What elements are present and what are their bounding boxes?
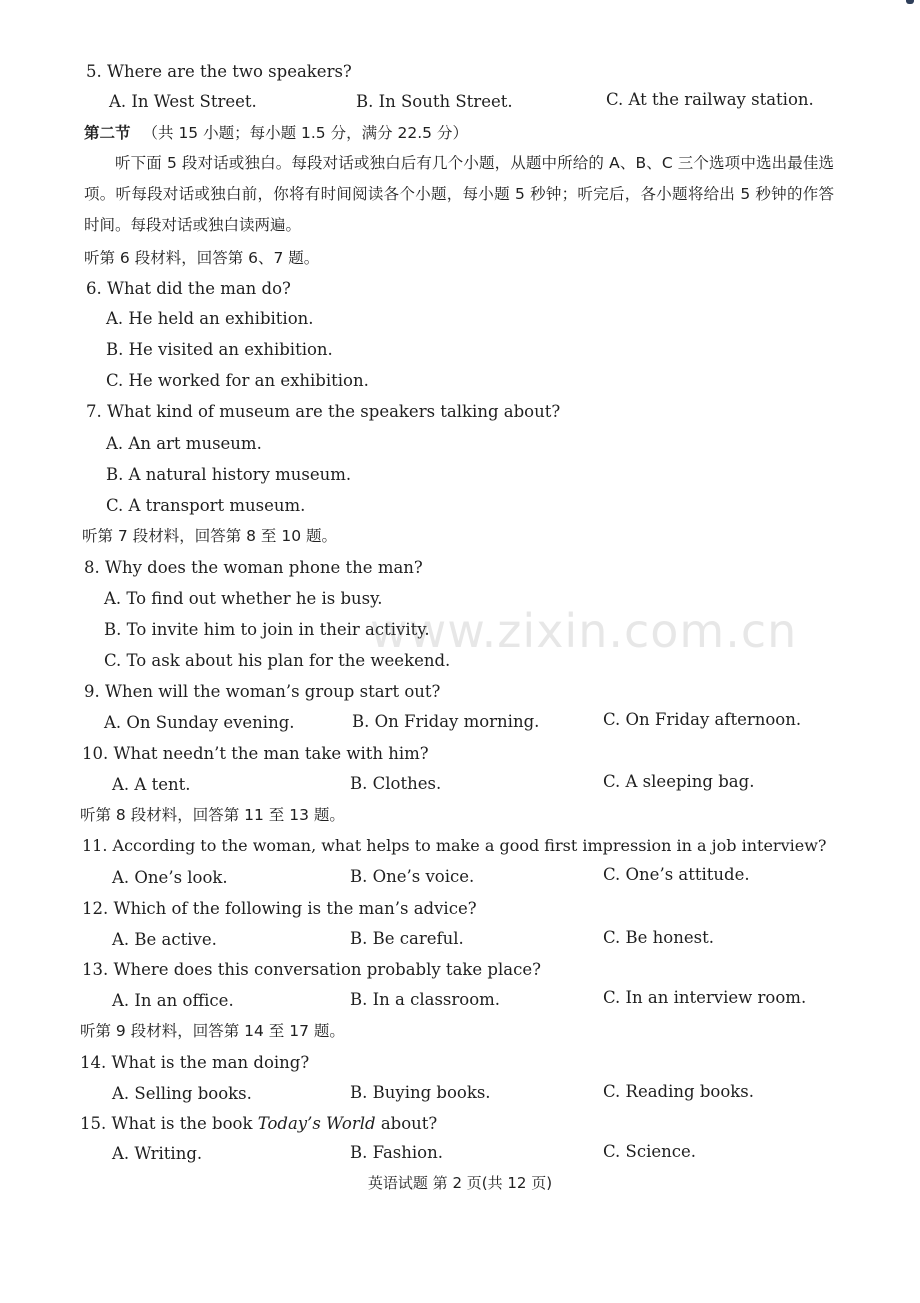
q6-question: 6. What did the man do? <box>86 279 291 298</box>
q9-question: 9. When will the woman’s group start out? <box>84 682 441 701</box>
q14-option-b: B. Buying books. <box>350 1083 491 1102</box>
watermark: www.zixin.com.cn <box>370 604 798 658</box>
section2-header <box>84 123 468 143</box>
q14-option-c: C. Reading books. <box>603 1082 754 1101</box>
q11-option-b: B. One’s voice. <box>350 867 475 886</box>
q9-option-c: C. On Friday afternoon. <box>603 710 802 729</box>
q6-option-c: C. He worked for an exhibition. <box>106 371 369 390</box>
q15-option-b: B. Fashion. <box>350 1143 443 1162</box>
q11-question: 11. According to the woman, what helps to make a good first impression in a job interview? <box>82 836 827 855</box>
q8-option-b: B. To invite him to join in their activity. <box>104 620 430 639</box>
q13-option-c: C. In an interview room. <box>603 988 807 1007</box>
q6-option-b: B. He visited an exhibition. <box>106 340 333 359</box>
q7-option-a: A. An art museum. <box>106 434 262 453</box>
q15-question-suffix: about? <box>380 1114 438 1133</box>
q5-question: 5. Where are the two speakers? <box>86 62 352 81</box>
q14-question: 14. What is the man doing? <box>80 1053 310 1072</box>
q15-question <box>80 1114 437 1134</box>
q5-option-b: B. In South Street. <box>356 92 513 111</box>
section2-score: （共 15 小题；每小题 1.5 分，满分 22.5 分） <box>142 124 468 142</box>
q12-option-b: B. Be careful. <box>350 929 464 948</box>
q13-question: 13. Where does this conversation probably take place? <box>82 960 541 979</box>
q12-option-a: A. Be active. <box>112 930 217 949</box>
q11-option-c: C. One’s attitude. <box>603 865 750 884</box>
q11-option-a: A. One’s look. <box>112 868 228 887</box>
q14-option-a: A. Selling books. <box>112 1084 252 1103</box>
q7-question: 7. What kind of museum are the speakers talking about? <box>86 402 561 421</box>
page-footer: 英语试题 第 2 页(共 12 页) <box>367 1174 553 1192</box>
q10-option-b: B. Clothes. <box>350 774 442 793</box>
material8-heading: 听第 8 段材料，回答第 11 至 13 题。 <box>80 806 345 824</box>
q15-option-a: A. Writing. <box>112 1144 203 1163</box>
q6-option-a: A. He held an exhibition. <box>106 309 314 328</box>
q9-option-a: A. On Sunday evening. <box>104 713 295 732</box>
corner-mark <box>906 0 914 4</box>
q5-option-c: C. At the railway station. <box>606 90 814 109</box>
q8-option-c: C. To ask about his plan for the weekend. <box>104 651 451 670</box>
q15-book-title: Today’s World <box>257 1114 376 1133</box>
material9-heading: 听第 9 段材料，回答第 14 至 17 题。 <box>80 1022 345 1040</box>
q12-question: 12. Which of the following is the man’s advice? <box>82 899 477 918</box>
q7-option-c: C. A transport museum. <box>106 496 306 515</box>
q10-option-c: C. A sleeping bag. <box>603 772 755 791</box>
material7-heading: 听第 7 段材料，回答第 8 至 10 题。 <box>82 527 338 545</box>
material6-heading: 听第 6 段材料，回答第 6、7 题。 <box>84 249 320 267</box>
q5-option-a: A. In West Street. <box>109 92 257 111</box>
q15-option-c: C. Science. <box>603 1142 696 1161</box>
q8-question: 8. Why does the woman phone the man? <box>84 558 423 577</box>
q7-option-b: B. A natural history museum. <box>106 465 352 484</box>
section2-title: 第二节 <box>84 124 131 142</box>
q13-option-b: B. In a classroom. <box>350 990 501 1009</box>
q12-option-c: C. Be honest. <box>603 928 714 947</box>
q10-option-a: A. A tent. <box>112 775 191 794</box>
section2-instructions: 听下面 5 段对话或独白。每段对话或独白后有几个小题，从题中所给的 A、B、C 三个选项中选出最佳选项。听每段对话或独白前，你将有时间阅读各个小题，每小题 5 秒钟；听完后，各小题将给出 5 秒钟的作答时间。每段对话或独白读两遍。 <box>84 154 834 234</box>
q8-option-a: A. To find out whether he is busy. <box>104 589 383 608</box>
q9-option-b: B. On Friday morning. <box>352 712 540 731</box>
q15-question-prefix: 15. What is the book <box>80 1114 253 1133</box>
q10-question: 10. What needn’t the man take with him? <box>82 744 429 763</box>
q13-option-a: A. In an office. <box>112 991 234 1010</box>
